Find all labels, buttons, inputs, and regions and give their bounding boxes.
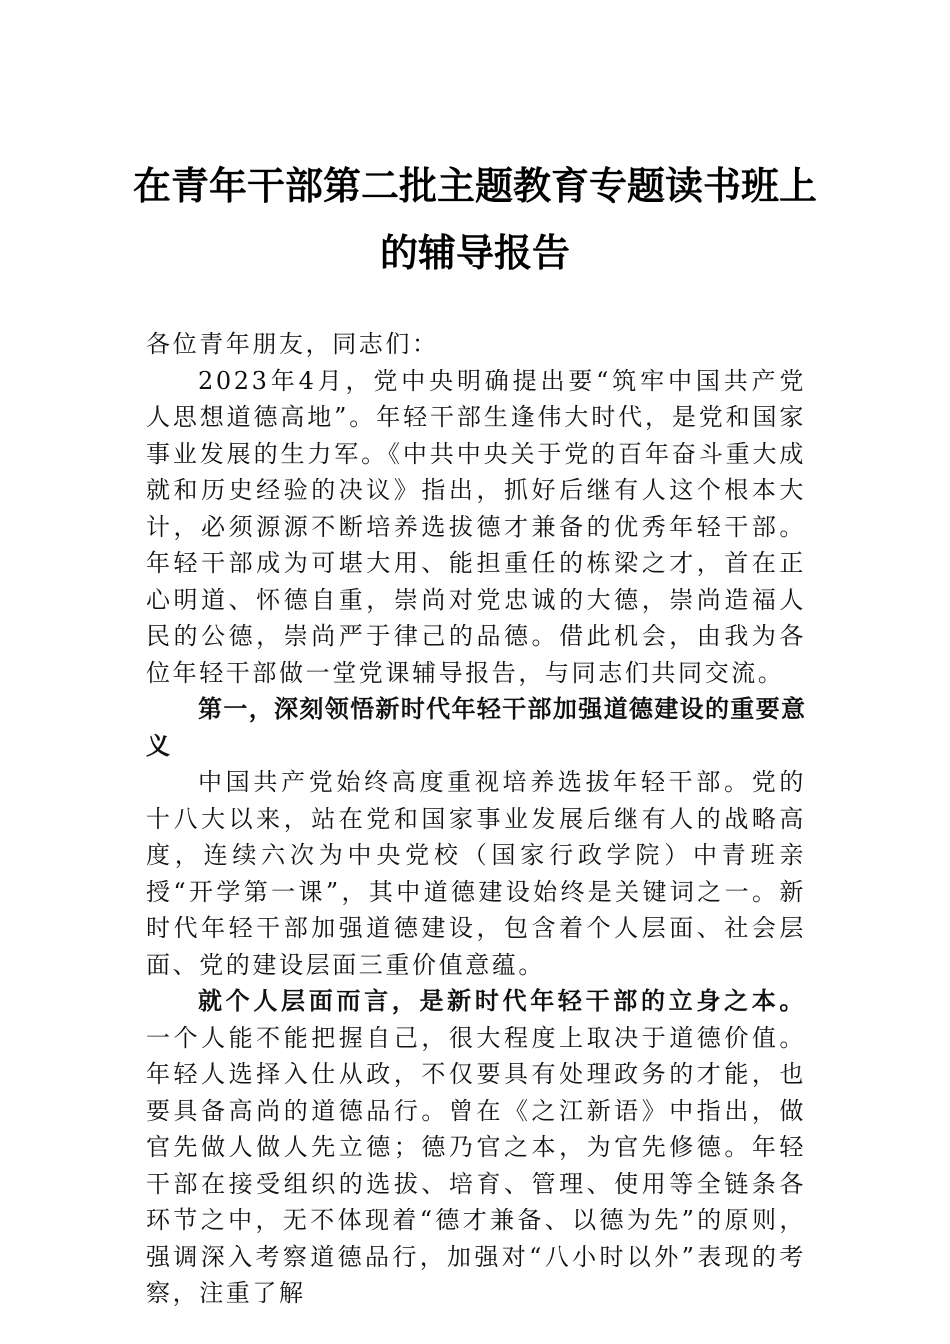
paragraph-intro: 2023年4月，党中央明确提出要“筑牢中国共产党人思想道德高地”。年轻干部生逢伟大时代，是党和国家事业发展的生力军。《中共中央关于党的百年奋斗重大成就和历史经验的决议》指出，抓好后继有人这个根本大计，必须源源不断培养选拔德才兼备的优秀年轻干部。年轻干部成为可堪大用、能担重任的栋梁之才，首在正心明道、怀德自重，崇尚对党忠诚的大德，崇尚造福人民的公德，崇尚严于律己的品德。借此机会，由我为各位年轻干部做一堂党课辅导报告，与同志们共同交流。 xyxy=(146,366,806,687)
paragraph-lead-sentence: 就个人层面而言，是新时代年轻干部的立身之本。 xyxy=(198,986,806,1015)
paragraph-importance: 中国共产党始终高度重视培养选拔年轻干部。党的十八大以来，站在党和国家事业发展后继有人的战略高度，连续六次为中央党校（国家行政学院）中青班亲授“开学第一课”，其中道德建设始终是关键词之一。新时代年轻干部加强道德建设，包含着个人层面、社会层面、党的建设层面三重价值意蕴。 xyxy=(146,768,806,979)
paragraph-body-text: 一个人能不能把握自己，很大程度上取决于道德价值。年轻人选择入仕从政，不仅要具有处理政务的才能，也要具备高尚的道德品行。曾在《之江新语》中指出，做官先做人做人先立德；德乃官之本，为官先修德。年轻干部在接受组织的选拔、培育、管理、使用等全链条各环节之中，无不体现着“德才兼备、以德为先”的原则，强调深入考察道德品行，加强对“八小时以外”表现的考察，注重了解 xyxy=(146,1023,806,1307)
section-heading-1: 第一，深刻领悟新时代年轻干部加强道德建设的重要意义 xyxy=(146,695,806,760)
paragraph-individual-level xyxy=(146,983,806,1312)
document-title-line-1: 在青年干部第二批主题教育专题读书班上 xyxy=(132,163,817,208)
document-body xyxy=(146,326,806,1312)
salutation: 各位青年朋友，同志们： xyxy=(146,330,439,358)
document-title-line-2: 的辅导报告 xyxy=(379,230,570,275)
